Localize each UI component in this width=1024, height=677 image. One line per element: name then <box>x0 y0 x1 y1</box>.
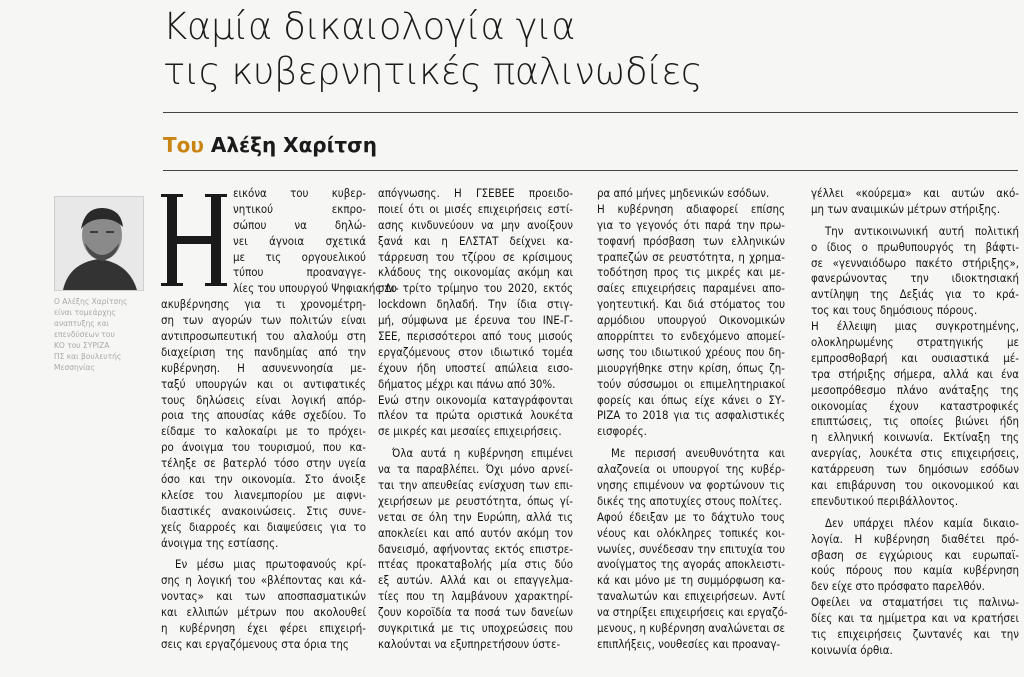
article-line: ποιεί ότι οι μισές επιχειρήσεις εστί- <box>378 201 573 216</box>
article-line: νητικού εκπρο- <box>233 201 366 216</box>
article-line: σεις και εργαζόμενους στα όρια της <box>161 636 349 651</box>
article-line: Αφού έδειξαν με το δάχτυλο τους <box>597 509 785 524</box>
article-line: για το γεγονός ότι παρά την πρω- <box>597 217 785 232</box>
caption-line: επενδύσεων του <box>54 330 115 339</box>
article-line: και ελλιπών μέτρων που ακολουθεί <box>161 605 366 620</box>
caption-line: Μεσσηνίας <box>54 363 95 372</box>
caption-line: είναι τομεάρχης <box>54 308 116 317</box>
article-line: ακυβέρνησης για τι χρονομέτρη- <box>161 297 366 312</box>
article-line: εμπροσθοβαρή και ουσιαστικά μέ- <box>811 350 1019 365</box>
article-line: διαστικές ανακοινώσεις. Στις συνε- <box>161 503 366 518</box>
article-line: Την αντικοινωνική αυτή πολιτική <box>825 223 1019 238</box>
article-column-4 <box>811 186 1019 659</box>
article-line: μιουργήθηκε στην κρίση, όπως ζη- <box>597 360 785 375</box>
byline-divider <box>163 170 1018 171</box>
article-line: ρο άνοιγμα του τουρισμού, που κα- <box>161 440 366 455</box>
article-line: οικονομίας έχουν καταστροφικές <box>811 398 1019 413</box>
article-line: ξανά και η ΕΛΣΤΑΤ δείχνει κα- <box>378 233 573 248</box>
article-headline <box>163 4 863 94</box>
article-line: η ελληνική κοινωνία. Εκτίναξη της <box>811 430 1019 445</box>
article-line: εικόνα του κυβερ- <box>233 186 366 200</box>
article-column-1 <box>161 186 399 653</box>
article-line: Όλα αυτά η κυβέρνηση επιμένει <box>392 446 573 461</box>
byline <box>163 133 377 157</box>
article-line: τίες που τη λαμβάνουν χαρακτηρί- <box>378 589 573 604</box>
article-line: Η έλλειψη μιας συγκροτημένης, <box>811 319 1019 334</box>
article-line: νεται σε όλη την Ευρώπη, αλλά τις <box>378 509 573 524</box>
article-line: αλαζονεία οι υπουργοί της κυβέρ- <box>597 462 785 477</box>
headline-line-1: Καμία δικαιολογία για <box>163 5 576 48</box>
article-line: είδαμε το καλοκαίρι με το πρόχει- <box>161 424 366 439</box>
article-line: μεσοπρόθεσμο πλάνο ανάταξης της <box>811 382 1019 397</box>
article-line: δήματος μέχρι και πάνω από 30%. <box>378 376 556 391</box>
article-line: να τα παραβλέπει. Όχι μόνο αρνεί- <box>378 462 573 477</box>
article-line: αρμόδιου υπουργού Οικονομικών <box>597 313 785 328</box>
author-portrait-icon <box>55 197 143 290</box>
article-line: νει άγνοια σχετικά <box>233 233 366 248</box>
article-line: Εν μέσω μιας πρωτοφανούς κρί- <box>175 557 366 572</box>
article-line: εξ αυτών. Αλλά και οι επαγγελμα- <box>378 573 573 588</box>
article-column-3 <box>597 186 788 653</box>
author-photo <box>54 196 144 291</box>
article-line: Με περισσή ανευθυνότητα και <box>611 446 785 461</box>
article-line: νέους και ολόκληρες τοπικές κοι- <box>597 525 785 540</box>
article-line: κοινωνία όρθια. <box>811 642 893 657</box>
article-line: συγκριτικά με τις υποχρεώσεις που <box>378 621 573 636</box>
article-line: χείς διαρροές και διαψεύσεις για το <box>161 519 366 534</box>
article-line: ρα από μήνες μηδενικών εσόδων. <box>597 186 770 200</box>
article-line: στο τρίτο τρίμηνο του 2020, εκτός <box>378 281 573 296</box>
article-line: αντιπροσωπευτική του αλαλούμ στη <box>161 329 366 344</box>
headline-line-2: τις κυβερνητικές παλινωδίες <box>163 50 703 93</box>
article-line: χειρήσεων με ρευστότητα, όπως γί- <box>378 493 573 508</box>
article-line: με τις οργουελικού <box>233 249 366 264</box>
article-line: ανοίγματος της αγοράς αποκλειστι- <box>597 557 785 572</box>
article-line: σε «γενναιόδωρο πακέτο στήριξης», <box>811 255 1019 270</box>
article-line: τέληξε σε βατερλό τόσο στην υγεία <box>161 456 366 471</box>
article-line: διαχείριση της πανδημίας από την <box>161 344 366 359</box>
article-line: κλάδους της οικονομίας ακόμη και <box>378 265 573 280</box>
article-column-2 <box>378 186 573 653</box>
article-line: αποκλείει και από αυτόν ακόμη τον <box>378 525 573 540</box>
article-line: τάρρευση του τζίρου σε κρίσιμους <box>378 249 573 264</box>
article-line: μή, σύμφωνα με έρευνα του ΙΝΕ-Γ- <box>378 313 573 328</box>
article-line: μη των αναιμικών μέτρων στήριξης. <box>811 201 1001 216</box>
article-line: ση των αγορών των πολιτών είναι <box>161 313 366 328</box>
article-line: κυβέρνηση. Η ασυνεννοησία με- <box>161 360 366 375</box>
article-line: lockdown δηλαδή. Την ίδια στιγ- <box>378 297 573 312</box>
photo-caption <box>54 296 149 373</box>
article-line: Η κυβέρνηση αδιαφορεί επίσης <box>597 201 785 216</box>
article-line: ζουν κοροϊδία τα ποσά των δανείων <box>378 605 573 620</box>
article-line: επιπτώσεις, τις οποίες βιώνει ήδη <box>811 414 1019 429</box>
article-line: ολοκληρωμένης στρατηγικής με <box>811 335 1019 350</box>
caption-line: Ο Αλέξης Χαρίτσης <box>54 297 128 306</box>
article-line: Ενώ στην οικονομία καταγράφονται <box>378 392 573 407</box>
article-line: επενδυτικού περιβάλλοντος. <box>811 493 959 508</box>
article-line: εισφορές. <box>597 424 647 439</box>
article-line: τρα στήριξης σήμερα, αλλά και ένα <box>811 366 1019 381</box>
article-line: άνοιγμα της εστίασης. <box>161 535 279 550</box>
article-line: καλούνται να εξυπηρετήσουν ύστε- <box>378 636 561 651</box>
article-line: γοητευτική. Και διά στόματος του <box>597 297 785 312</box>
byline-author: Αλέξη Χαρίτση <box>210 133 377 157</box>
caption-line: αναπτυξης και <box>54 319 110 328</box>
article-line: νησης επιμένουν να φορτώνουν τις <box>597 478 785 493</box>
article-line: εργαζόμενους στον ιδιωτικό τομέα <box>378 344 573 359</box>
article-line: δεν είχε στο πρόσφατο παρελθόν. <box>811 579 985 594</box>
article-line: τούν σύσσωμοι οι επιμελητηριακοί <box>597 376 785 391</box>
article-line: πτέας προκαταβολής μία στις δύο <box>378 557 573 572</box>
article-line: δίες και τα ημίμετρα και να κρατήσει <box>811 611 1019 626</box>
article-line: ταναλωτών και επιχειρήσεων. Αντί <box>597 589 785 604</box>
article-line: ται την απευθείας ενίσχυση των επι- <box>378 478 573 493</box>
article-line: απόγνωσης. Η ΓΣΕΒΕΕ προειδο- <box>378 186 573 200</box>
article-line: νοντας» και των αποσπασματικών <box>161 589 366 604</box>
article-line: όσο και την οικονομία. Στο άνοιξε <box>161 472 366 487</box>
article-line: λίες του υπουργού Ψηφιακής Δι- <box>233 281 399 296</box>
article-line: κούς πόρους που καμία κυβέρνηση <box>811 563 1019 578</box>
caption-line: ΠΣ και βουλευτής <box>54 352 122 361</box>
dropcap <box>161 192 233 288</box>
article-line: γέλλει «κούρεμα» και αυτών ακό- <box>811 186 1019 200</box>
dropcap-letter-icon <box>161 192 229 288</box>
article-line: ο ίδιος ο πρωθυπουργός τη βάφτι- <box>811 239 1019 254</box>
article-line: ταξύ υπουργών και οι αντιφατικές <box>161 376 366 391</box>
article-line: κλείσε του λιανεμπορίου με αιφνι- <box>161 487 366 502</box>
article-line: η κυβέρνηση έχει φέρει επιχειρή- <box>161 621 366 636</box>
article-line: να στηρίξει επιχειρήσεις και εργαζό- <box>597 605 788 620</box>
article-line: νωνίες, συνέδεσαν την επιτυχία του <box>597 541 785 556</box>
article-line: ΣΕΕ, περισσότεροι από τους μισούς <box>378 329 573 344</box>
article-line: σε μικρές και μεσαίες επιχειρήσεις. <box>378 424 562 439</box>
article-line: δανεισμό, αφήνοντας εκτός επιστρε- <box>378 541 573 556</box>
article-line: αντίληψη της Δεξιάς για το κρά- <box>811 287 1019 302</box>
article-line: τοφανή πρόσβαση των ελληνικών <box>597 233 785 248</box>
article-line: τραπεζών σε ρευστότητα, η χρημα- <box>597 249 785 264</box>
caption-line: ΚΟ του ΣΥΡΙΖΑ <box>54 341 110 350</box>
article-line: Δεν υπάρχει πλέον καμία δικαιο- <box>825 515 1019 530</box>
article-line: σβαση σε εγχώριους και ευρωπαϊ- <box>811 547 1019 562</box>
article-line: απορρίπτει το ενδεχόμενο απομεί- <box>597 329 785 344</box>
byline-prefix: Του <box>163 133 204 157</box>
top-divider <box>163 112 1018 113</box>
article-line: ωσης του ιδιωτικού χρέους που δη- <box>597 344 785 359</box>
article-line: τος και τους δημόσιους πόρους. <box>811 303 978 318</box>
article-line: σαίες επιχειρήσεις παραμένει απο- <box>597 281 785 296</box>
article-line: πλέον τα πρώτα οριστικά λουκέτα <box>378 408 573 423</box>
article-line: κά και μόνο με τη συμμόρφωση κα- <box>597 573 785 588</box>
article-line: ασης κινδυνεύουν να μην ανοίξουν <box>378 217 573 232</box>
article-line: και επιβάρυνση του οικονομικού και <box>811 478 1019 493</box>
article-line: σης η λογική του «βλέποντας και κά- <box>161 573 366 588</box>
article-line: φανερώνοντας την ιδιοκτησιακή <box>811 271 1019 286</box>
article-line: σώπου να δηλώ- <box>233 217 366 232</box>
article-line: τοδότηση προς τις μικρές και με- <box>597 265 785 280</box>
article-line: κατάρρευση των δημόσιων εσόδων <box>811 462 1019 477</box>
article-line: έχουν ήδη υποστεί απώλεια εισο- <box>378 360 573 375</box>
article-line: τύπου προαναγγε- <box>233 265 366 280</box>
article-line: επιπλήξεις, νουθεσίες και προαναγ- <box>597 636 781 651</box>
article-line: τους δηλώσεις είναι λογική απόρ- <box>161 392 366 407</box>
article-line: ανεργίας, λουκέτα στις επιχειρήσεις, <box>811 446 1019 461</box>
article-line: φορείς και όπως είχε κάνει ο ΣΥ- <box>597 392 785 407</box>
article-line: μενους, η κυβέρνηση αναλώνεται σε <box>597 621 786 636</box>
article-line: Οφείλει να σταματήσει τις παλινω- <box>811 595 1019 610</box>
article-line: ΡΙΖΑ το 2018 για τις ασφαλιστικές <box>597 408 785 423</box>
article-line: τις επιχειρήσεις ζωντανές και την <box>811 627 1019 642</box>
article-line: δικές της αποτυχίες στους πολίτες. <box>597 493 783 508</box>
article-line: ροια της απουσίας κάθε σχεδίου. Το <box>161 408 366 423</box>
article-line: λογία. Η κυβέρνηση διαθέτει πρό- <box>811 531 1019 546</box>
